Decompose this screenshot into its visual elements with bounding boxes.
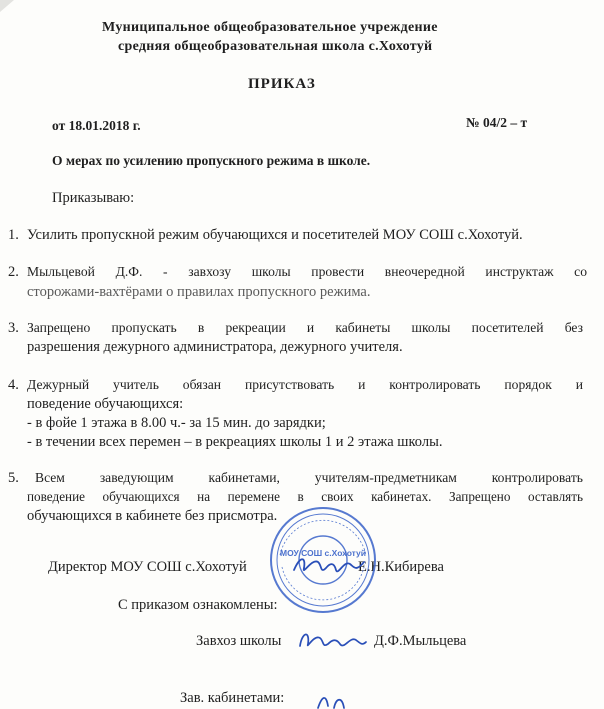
director-line: Директор МОУ СОШ с.Хохотуй	[48, 559, 247, 575]
item-2-line-2: сторожами-вахтёрами о правилах пропускного режима.	[27, 284, 371, 300]
item-4-sub-1: - в фойе 1 этажа в 8.00 ч.- за 15 мин. до зарядки;	[27, 415, 326, 431]
item-4-line-1: Дежурный учитель обязан присутствовать и контролировать порядок и	[27, 377, 583, 392]
item-1-number: 1.	[8, 227, 19, 243]
order-subject: О мерах по усилению пропускного режима в школе.	[52, 153, 371, 168]
item-5-line-2: поведение обучающихся на перемене в своих кабинетах. Запрещено оставлять	[27, 489, 583, 504]
heads-label: Зав. кабинетами:	[180, 690, 285, 706]
heads-signature-partial	[312, 690, 372, 709]
item-4-sub-2: - в течении всех перемен – в рекреациях школы 1 и 2 этажа школы.	[27, 434, 443, 450]
order-number: № 04/2 – т	[466, 115, 528, 130]
director-signature	[290, 548, 368, 582]
item-5-line-3: обучающихся в кабинете без присмотра.	[27, 508, 278, 524]
item-4-line-2: поведение обучающихся:	[27, 396, 184, 412]
caretaker-label: Завхоз школы	[196, 633, 282, 649]
item-5-number: 5.	[8, 470, 19, 486]
item-5-line-1: Всем заведующим кабинетами, учителям-предметникам контролировать	[35, 470, 583, 485]
item-3-line-2: разрешения дежурного администратора, дежурного учителя.	[27, 339, 403, 355]
header-line-2: средняя общеобразовательная школа с.Хохотуй	[118, 39, 433, 54]
item-2-line-1: Мыльцевой Д.Ф. - завхозу школы провести внеочередной инструктаж со	[27, 264, 587, 279]
item-3-line-1: Запрещено пропускать в рекреации и кабинеты школы посетителей без	[27, 320, 583, 335]
director-name: Е.Н.Кибирева	[358, 559, 444, 575]
item-3-number: 3.	[8, 320, 19, 336]
scan-corner-mark	[0, 0, 14, 12]
item-4-number: 4.	[8, 377, 19, 393]
order-word: Приказываю:	[52, 190, 135, 206]
stamp-text: МОУ СОШ с.Хохотуй	[279, 548, 367, 558]
header-line-1: Муниципальное общеобразовательное учреждение	[102, 20, 438, 35]
order-date: от 18.01.2018 г.	[52, 118, 141, 133]
item-2-number: 2.	[8, 264, 19, 280]
caretaker-signature	[296, 626, 368, 654]
caretaker-name: Д.Ф.Мыльцева	[374, 633, 467, 649]
item-1-line-1: Усилить пропускной режим обучающихся и посетителей МОУ СОШ с.Хохотуй.	[27, 227, 523, 243]
acquainted-label: С приказом ознакомлены:	[118, 597, 278, 613]
document-title: ПРИКАЗ	[248, 76, 316, 92]
